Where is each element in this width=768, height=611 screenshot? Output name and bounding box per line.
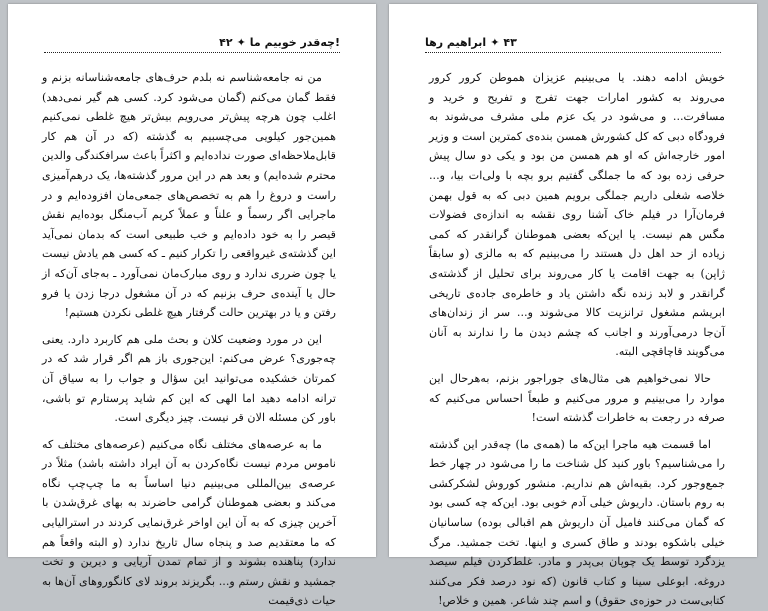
left-page-body	[42, 68, 336, 608]
paragraph: خویش ادامه دهند. یا می‌بینیم عزیزان هموطن کرور کرور می‌روند به کشور امارات جهت تفرج و تفریح و خرید و مسافرت... و می‌شود در یک عزم ملی مشرف می‌شوند به فرودگاه دبی که کل کشورش همسن بنده‌ی کمترین است و وزیر امور خارجه‌اش که او هم همسن من بود و یکی دو سال پیش حرفی زده بود که ما جملگی گفتیم برو بچه با ولی‌ات بیا، و... خلاصه شغلی داریم جملگی برویم همین دبی که به قول بهمن فرمان‌آرا در فیلم خاک آشنا روی نقشه به اندازه‌ی فضولات مگس هم نیست. یا این‌که بعضی هموطنان گرانقدر که کمی زیاده از حد اهل دل هستند را می‌بینیم که به مالزی (و سابقاً ژاپن) به جهت اقامت یا کار می‌روند برای تحلیل از گذشته‌ی گرانقدر و لابد زنده نگه داشتن یاد و خاطره‌ی جاده‌ی تاریخی ابریشم مشغول ترانزیت کالا می‌شوند و... سر از زندان‌های آن‌جا درمی‌آورند و اجانب که چشم دیدن ما را ندارند به آنان می‌گویند قاچاقچی البته.	[429, 71, 725, 359]
paragraph: من نه جامعه‌شناسم نه بلدم حرف‌های جامعه‌شناسانه بزنم و فقط گمان می‌کنم (گمان می‌شود کرد. کسی هم گیر نمی‌دهد) اغلب چون هرچه پیش‌تر می‌رویم بیش‌تر هیچ غلطی نمی‌کنیم همین‌جور کیلویی می‌چسبیم به گذشته (که در آن هم کار قابل‌ملاحظه‌ای صورت نداده‌ایم و اکثراً باعث سرافکندگی والدین محترم شده‌ایم) و بعد هم در این مرور گذشته‌ها، یک درهم‌آمیزی راست و دروغ را هم به تخصص‌های جمعی‌مان افزوده‌ایم و در ماجرایی اگر رسماً و علناً و عملاً کریم آب‌منگل بوده‌ایم نقش قیصر را به خود داده‌ایم و خب طبیعی است که بدمان نمی‌آید این گذشته‌ی غیرواقعی را تکرار کنیم ـ که کسی هم یادش نیست یا چون ضرری ندارد و روی مبارک‌مان نمی‌آورد ـ به‌جای آن‌که از حال یا آینده‌ی حرف بزنیم که در آن مشغول درجا زدن یا فرو رفتن و یا در بهترین حالت گرفتار هیچ غلطی نکردن هستیم!	[42, 71, 336, 320]
paragraph: این در مورد وضعیت کلان و بحث ملی هم کاربرد دارد. یعنی چه‌جوری؟ عرض می‌کنم: این‌جوری باز هم اگر قرار شد که در کمرتان خشکیده می‌توانید این سؤال و جواب را به سیاق آن ترانه ادامه دهید اما الهی که این کم شاید پرستارم تو باشی، باور کن مسئله الان قر نیست. چیز دیگری است.	[42, 332, 336, 425]
left-page-header	[40, 32, 344, 52]
right-page-body	[429, 68, 725, 608]
paragraph: حالا نمی‌خواهیم هی مثال‌های جوراجور بزنم، به‌هرحال این موارد را می‌بینیم و مرور می‌کنیم و طبعاً احساس می‌کنیم که صرفه در رجعت به خاطرات گذشته است!	[429, 371, 725, 425]
header-dotted-rule	[44, 52, 340, 53]
page-number: ۴۳	[503, 35, 517, 49]
page-number: ۴۲	[219, 35, 233, 49]
paragraph: اما قسمت هیه ماجرا این‌که ما (همه‌ی ما) چه‌قدر این گذشته را می‌شناسیم؟ باور کنید کل شناخت ما را می‌شود در چهار خط جمع‌وجور کرد. بقیه‌اش هم نداریم. منشور کوروش لشکرکشی به روم باستان. داریوش خیلی آدم خوبی بود. این‌که چه کسی بود که گمان می‌کنند فامیل آن داریوش هم اقبالی بوده) ساسانیان خیلی باشکوه بودند و طاق کسری و اینها. تخت جمشید. مرگ یزدگرد توسط یک چوپان بی‌پدر و مادر. غلط‌کردن فیلم سیصد دروغه. ابوعلی سینا و کتاب قانون (که نود درصد فکر می‌کنند کتابی‌ست در حوزه‌ی حقوق) و اسم چند شاعر. همین و خلاص!	[429, 437, 725, 608]
paragraph: ما به عرصه‌های مختلف نگاه می‌کنیم (عرصه‌های مختلف که ناموس مردم نیست نگاه‌کردن به آن ایراد داشته باشد) مثلاً در عرصه‌ی بین‌المللی می‌بینیم دنیا اساساً به ما چپ‌چپ نگاه می‌کند و بعضی هموطنان گرامی حاضرند به بهای غرق‌شدن با آخرین چیزی که به آن این اواخر غرق‌نمایی کردند در استرالیایی که ما معتقدیم صد و پنجاه سال تاریخ ندارد (و البته واقعاً هم ندارد) پناهنده بشوند و از تمام تمدن آریایی و دیرین و تخت جمشید و نقش رستم و... بگریزند بروند لای کانگوروهای آن‌ها به حیات ذی‌قیمت	[42, 437, 336, 608]
star-ornament-icon: ✦	[490, 35, 500, 49]
running-title: چه‌قدر خوبیم ما!	[249, 35, 340, 49]
right-page	[389, 4, 757, 608]
left-page	[8, 4, 376, 608]
star-ornament-icon: ✦	[236, 35, 246, 49]
right-page-header	[421, 32, 725, 52]
header-dotted-rule	[425, 52, 721, 53]
running-title: ابراهیم رها	[425, 35, 487, 49]
